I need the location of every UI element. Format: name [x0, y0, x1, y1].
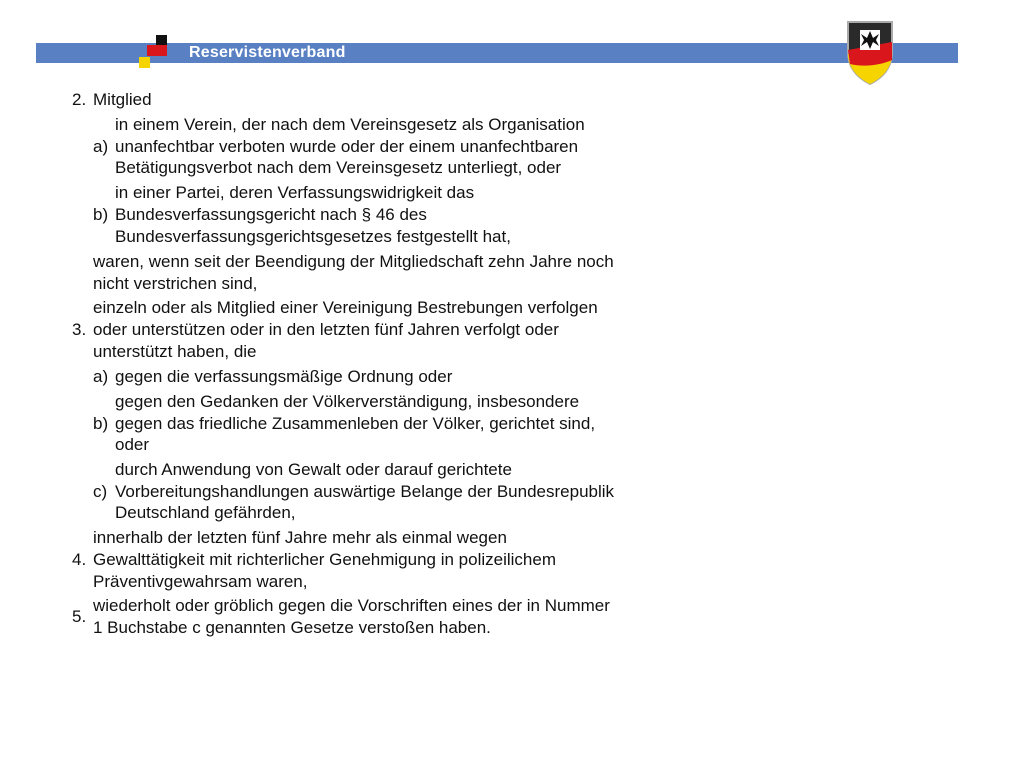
item-marker: 2.: [72, 90, 87, 109]
item-line: 1 Buchstabe c genannten Gesetze verstoßen haben.: [93, 618, 491, 637]
item-line: wiederholt oder gröblich gegen die Vorschriften eines der in Nummer: [93, 596, 610, 615]
item-line: in einem Verein, der nach dem Vereinsgesetz als Organisation: [115, 115, 585, 134]
item-line: Bundesverfassungsgericht nach § 46 des: [115, 205, 427, 224]
item-line: gegen das friedliche Zusammenleben der Völker, gerichtet sind,: [115, 414, 596, 433]
item-line: Präventivgewahrsam waren,: [93, 572, 308, 591]
item-line: gegen den Gedanken der Völkerverständigung, insbesondere: [115, 392, 580, 411]
item-line: oder: [115, 435, 150, 454]
item-marker: 3.: [72, 320, 87, 339]
item-marker: c): [93, 482, 108, 501]
item-line: unanfechtbar verboten wurde oder der einem unanfechtbaren: [115, 137, 579, 156]
item-line: Bundesverfassungsgerichtsgesetzes festgestellt hat,: [115, 227, 511, 246]
item-line: unterstützt haben, die: [93, 342, 257, 361]
item-line: nicht verstrichen sind,: [93, 274, 258, 293]
item-line: einzeln oder als Mitglied einer Vereinigung Bestrebungen verfolgen: [93, 298, 598, 317]
item-marker: 5.: [72, 607, 87, 626]
brand-title: Reservistenverband: [189, 44, 346, 61]
item-line: durch Anwendung von Gewalt oder darauf gerichtete: [115, 460, 512, 479]
item-line: Vorbereitungshandlungen auswärtige Belange der Bundesrepublik: [115, 482, 615, 501]
item-marker: 4.: [72, 550, 87, 569]
item-line: oder unterstützen oder in den letzten fünf Jahren verfolgt oder: [93, 320, 559, 339]
item-line: gegen die verfassungsmäßige Ordnung oder: [115, 367, 453, 386]
item-marker: a): [93, 137, 109, 156]
item-line: Deutschland gefährden,: [115, 503, 296, 522]
item-marker: b): [93, 414, 109, 433]
item-line: Mitglied: [93, 90, 152, 109]
item-line: Betätigungsverbot nach dem Vereinsgesetz unterliegt, oder: [115, 158, 562, 177]
item-marker: b): [93, 205, 109, 224]
item-line: waren, wenn seit der Beendigung der Mitgliedschaft zehn Jahre noch: [93, 252, 614, 271]
item-line: Gewalttätigkeit mit richterlicher Genehmigung in polizeilichem: [93, 550, 556, 569]
item-line: innerhalb der letzten fünf Jahre mehr als einmal wegen: [93, 528, 507, 547]
item-line: in einer Partei, deren Verfassungswidrigkeit das: [115, 183, 475, 202]
item-marker: a): [93, 367, 109, 386]
